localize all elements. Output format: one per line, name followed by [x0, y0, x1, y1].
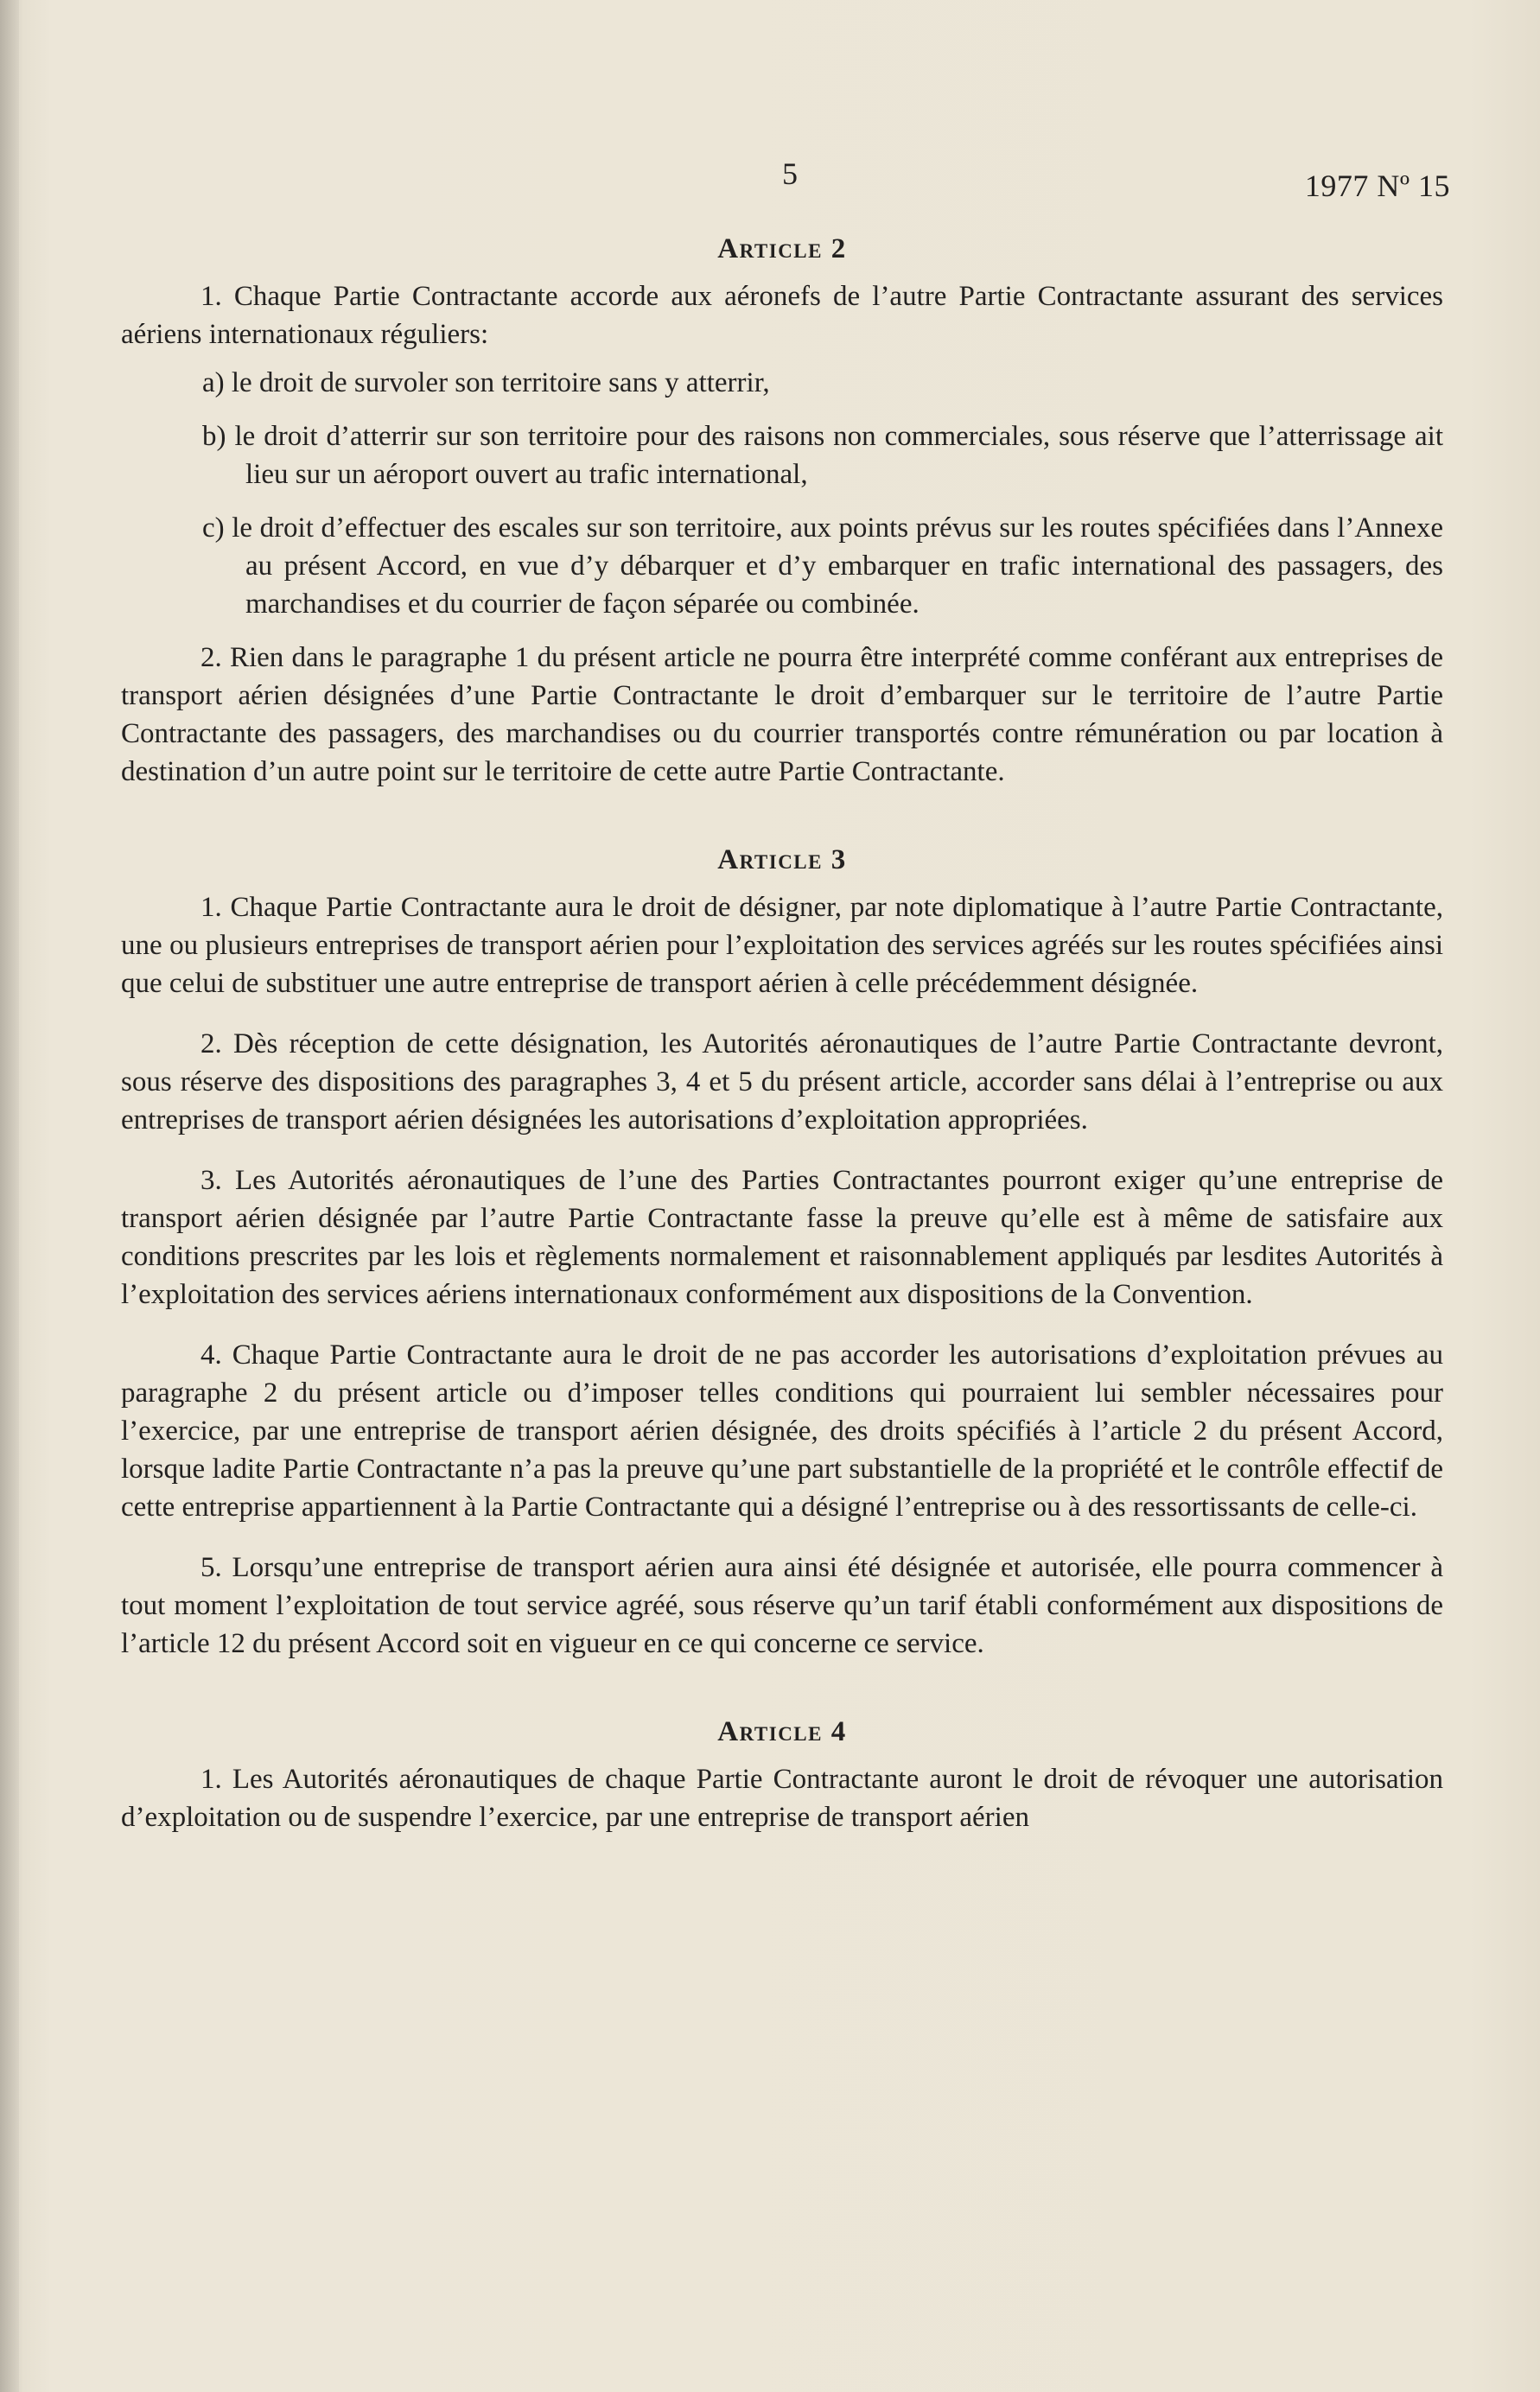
- article-3-paragraph-1: 1. Chaque Partie Contractante aura le droit de désigner, par note diplomatique à l’autre Partie Contractante, une ou plusieurs entreprises de transport aérien pour l’exploitation des services agréés sur les routes spécifiées ainsi que celui de substituer une autre entreprise de transport aérien à celle précédemment désignée.: [121, 892, 1443, 999]
- article-4-paragraph-1: 1. Les Autorités aéronautiques de chaque Partie Contractante auront le droit de révoquer une autorisation d’exploitation ou de suspendre l’exercice, par une entreprise de transport aérien: [121, 1764, 1443, 1833]
- article-2-paragraph-2: 2. Rien dans le paragraphe 1 du présent article ne pourra être interprété comme conférant aux entreprises de transport aérien désignées d’une Partie Contractante le droit d’embarquer sur le territoire de l’autre Partie Contractante des passagers, des marchandises ou du courrier transportés contre rémunération ou par location à destination d’un autre point sur le territoire de cette autre Partie Contractante.: [121, 642, 1443, 787]
- page-body: [121, 233, 1443, 1836]
- article-2-item-c: c) le droit d’effectuer des escales sur son territoire, aux points prévus sur les routes spécifiées dans l’Annexe au présent Accord, en vue d’y débarquer et d’y embarquer en trafic international des passagers, des marchandises et du courrier de façon séparée ou combinée.: [202, 512, 1443, 620]
- article-2: [121, 233, 1443, 791]
- book-gutter-shadow: [0, 0, 19, 2392]
- article-4: [121, 1716, 1443, 1836]
- article-2-item-b: b) le droit d’atterrir sur son territoire pour des raisons non commerciales, sous réserve que l’atterrissage ait lieu sur un aéroport ouvert au trafic international,: [202, 421, 1443, 490]
- document-reference: 1977 Nº 15: [1304, 169, 1450, 203]
- article-3-paragraph-2: 2. Dès réception de cette désignation, les Autorités aéronautiques de l’autre Partie Contractante devront, sous réserve des dispositions des paragraphes 3, 4 et 5 du présent article, accorder sans délai à l’entreprise ou aux entreprises de transport aérien désignées les autorisations d’exploitation appropriées.: [121, 1028, 1443, 1136]
- article-3-heading: Article 3: [717, 844, 847, 875]
- article-2-item-a: a) le droit de survoler son territoire sans y atterrir,: [202, 367, 770, 398]
- page-header: [0, 156, 1540, 216]
- article-3: [121, 844, 1443, 1663]
- page-number: 5: [782, 156, 798, 191]
- article-3-paragraph-5: 5. Lorsqu’une entreprise de transport aérien aura ainsi été désignée et autorisée, elle pourra commencer à tout moment l’exploitation de tout service agréé, sous réserve qu’un tarif établi conformément aux dispositions de l’article 12 du présent Accord soit en vigueur en ce qui concerne ce service.: [121, 1552, 1443, 1659]
- article-4-heading: Article 4: [717, 1716, 847, 1747]
- article-2-heading: Article 2: [717, 233, 847, 264]
- article-2-paragraph-1: 1. Chaque Partie Contractante accorde aux aéronefs de l’autre Partie Contractante assurant des services aériens internationaux réguliers:: [121, 281, 1443, 350]
- article-3-paragraph-4: 4. Chaque Partie Contractante aura le droit de ne pas accorder les autorisations d’exploitation prévues au paragraphe 2 du présent article ou d’imposer telles conditions qui pourraient lui sembler nécessaires pour l’exercice, par une entreprise de transport aérien désignée, des droits spécifiés à l’article 2 du présent Accord, lorsque ladite Partie Contractante n’a pas la preuve qu’une part substantielle de la propriété et le contrôle effectif de cette entreprise appartiennent à la Partie Contractante qui a désigné l’entreprise ou à des ressortissants de celle-ci.: [121, 1339, 1443, 1523]
- article-3-paragraph-3: 3. Les Autorités aéronautiques de l’une des Parties Contractantes pourront exiger qu’une entreprise de transport aérien désignée par l’autre Partie Contractante fasse la preuve qu’elle est à même de satisfaire aux conditions prescrites par les lois et règlements normalement et raisonnablement appliqués par lesdites Autorités à l’exploitation des services aériens internationaux conformément aux dispositions de la Convention.: [121, 1165, 1443, 1310]
